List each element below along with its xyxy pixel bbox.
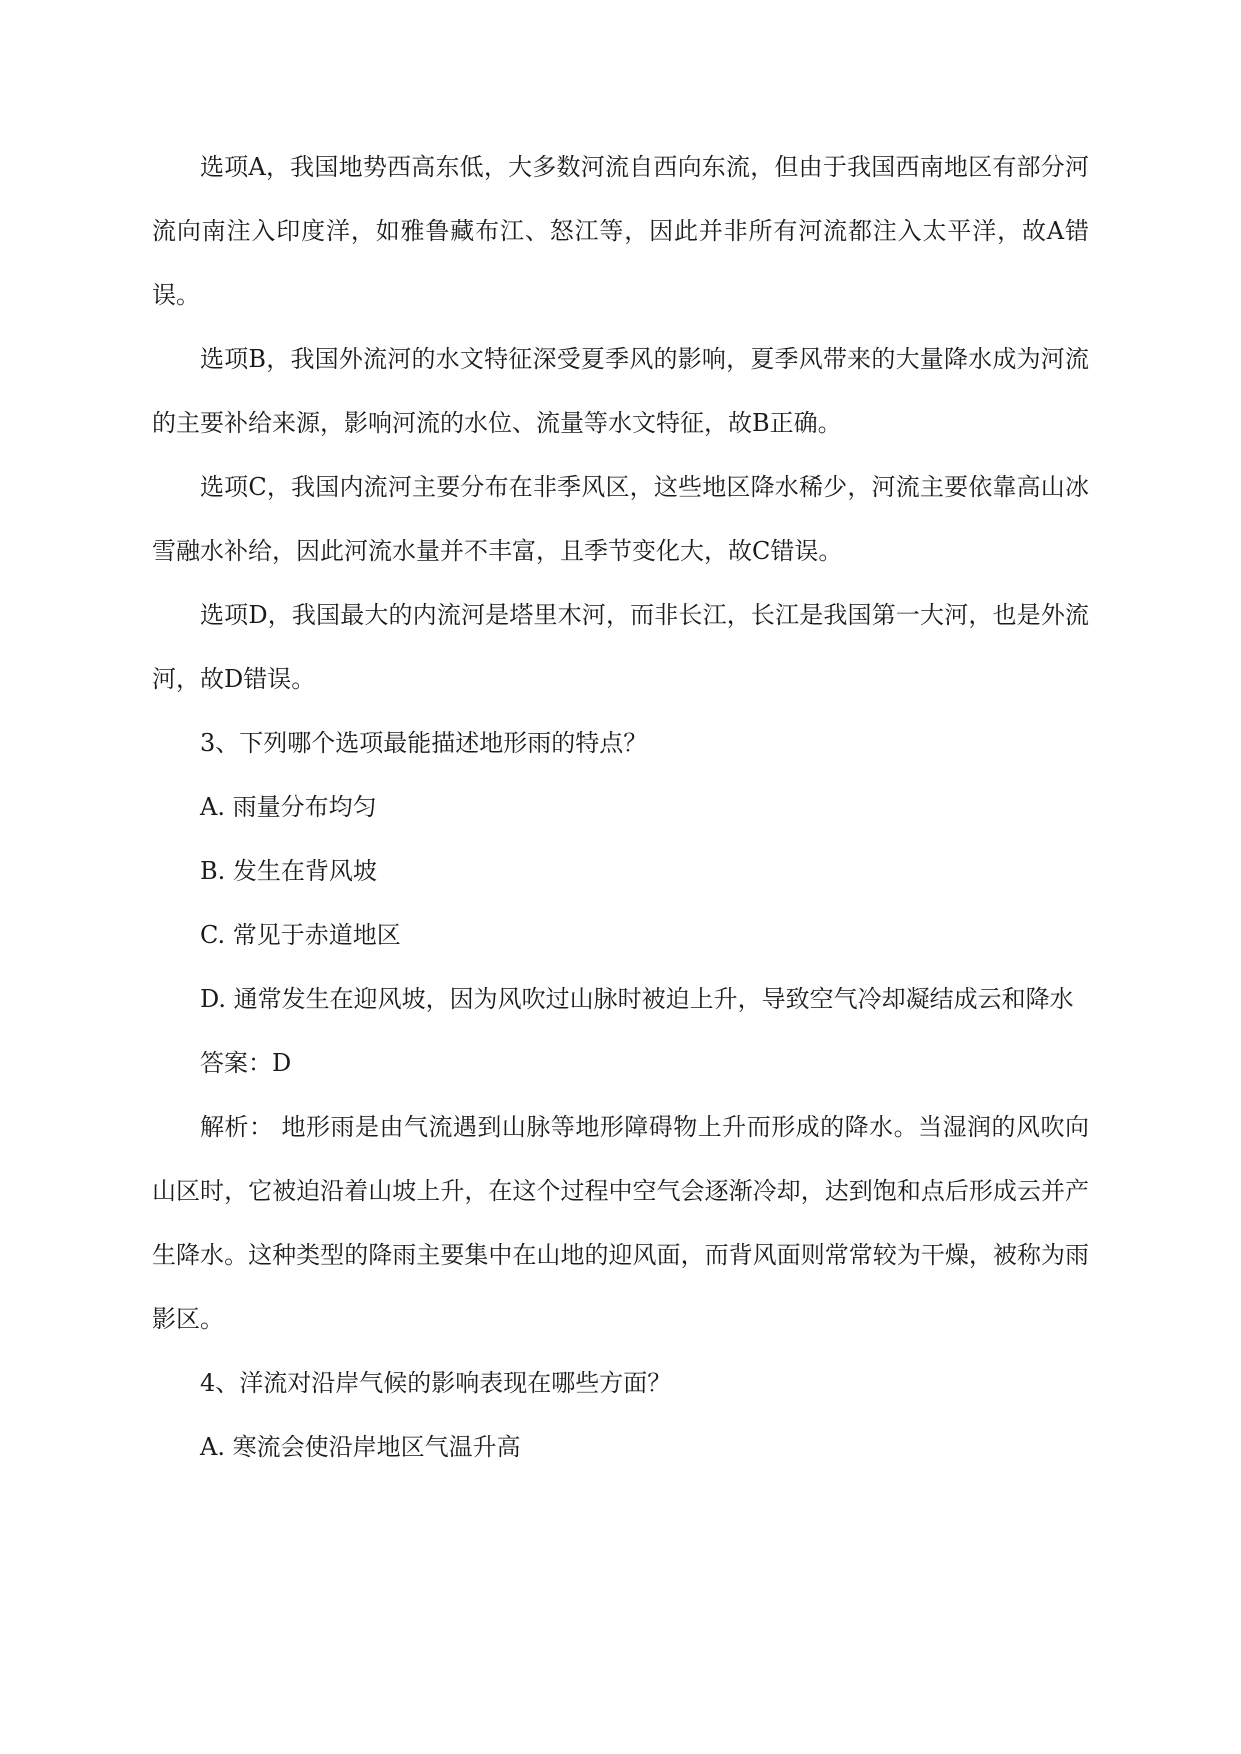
question-4: 4、洋流对沿岸气候的影响表现在哪些方面？ xyxy=(200,1369,672,1397)
question-3-option-b: B. 发生在背风坡 xyxy=(200,857,377,885)
question-4-option-a: A. 寒流会使沿岸地区气温升高 xyxy=(200,1433,521,1461)
document-body xyxy=(152,135,1089,1479)
question-3-option-a: A. 雨量分布均匀 xyxy=(200,793,377,821)
question-3-option-d: D. 通常发生在迎风坡，因为风吹过山脉时被迫上升，导致空气冷却凝结成云和降水 xyxy=(200,985,1074,1013)
question-3-option-c: C. 常见于赤道地区 xyxy=(200,921,401,949)
option-d-explanation: 选项D，我国最大的内流河是塔里木河，而非长江，长江是我国第一大河，也是外流河，故D错误。 xyxy=(152,601,1089,693)
option-b-explanation: 选项B，我国外流河的水文特征深受夏季风的影响，夏季风带来的大量降水成为河流的主要补给来源，影响河流的水位、流量等水文特征，故B正确。 xyxy=(152,345,1089,437)
option-a-explanation: 选项A，我国地势西高东低，大多数河流自西向东流，但由于我国西南地区有部分河流向南注入印度洋，如雅鲁藏布江、怒江等，因此并非所有河流都注入太平洋，故A错误。 xyxy=(152,153,1089,309)
option-c-explanation: 选项C，我国内流河主要分布在非季风区，这些地区降水稀少，河流主要依靠高山冰雪融水补给，因此河流水量并不丰富，且季节变化大，故C错误。 xyxy=(152,473,1089,565)
question-3-answer: 答案：D xyxy=(200,1049,292,1077)
question-3-analysis: 解析： 地形雨是由气流遇到山脉等地形障碍物上升而形成的降水。当湿润的风吹向山区时，它被迫沿着山坡上升，在这个过程中空气会逐渐冷却，达到饱和点后形成云并产生降水。这种类型的降雨主要集中在山地的迎风面，而背风面则常常较为干燥，被称为雨影区。 xyxy=(152,1113,1089,1333)
question-3: 3、下列哪个选项最能描述地形雨的特点？ xyxy=(200,729,648,757)
